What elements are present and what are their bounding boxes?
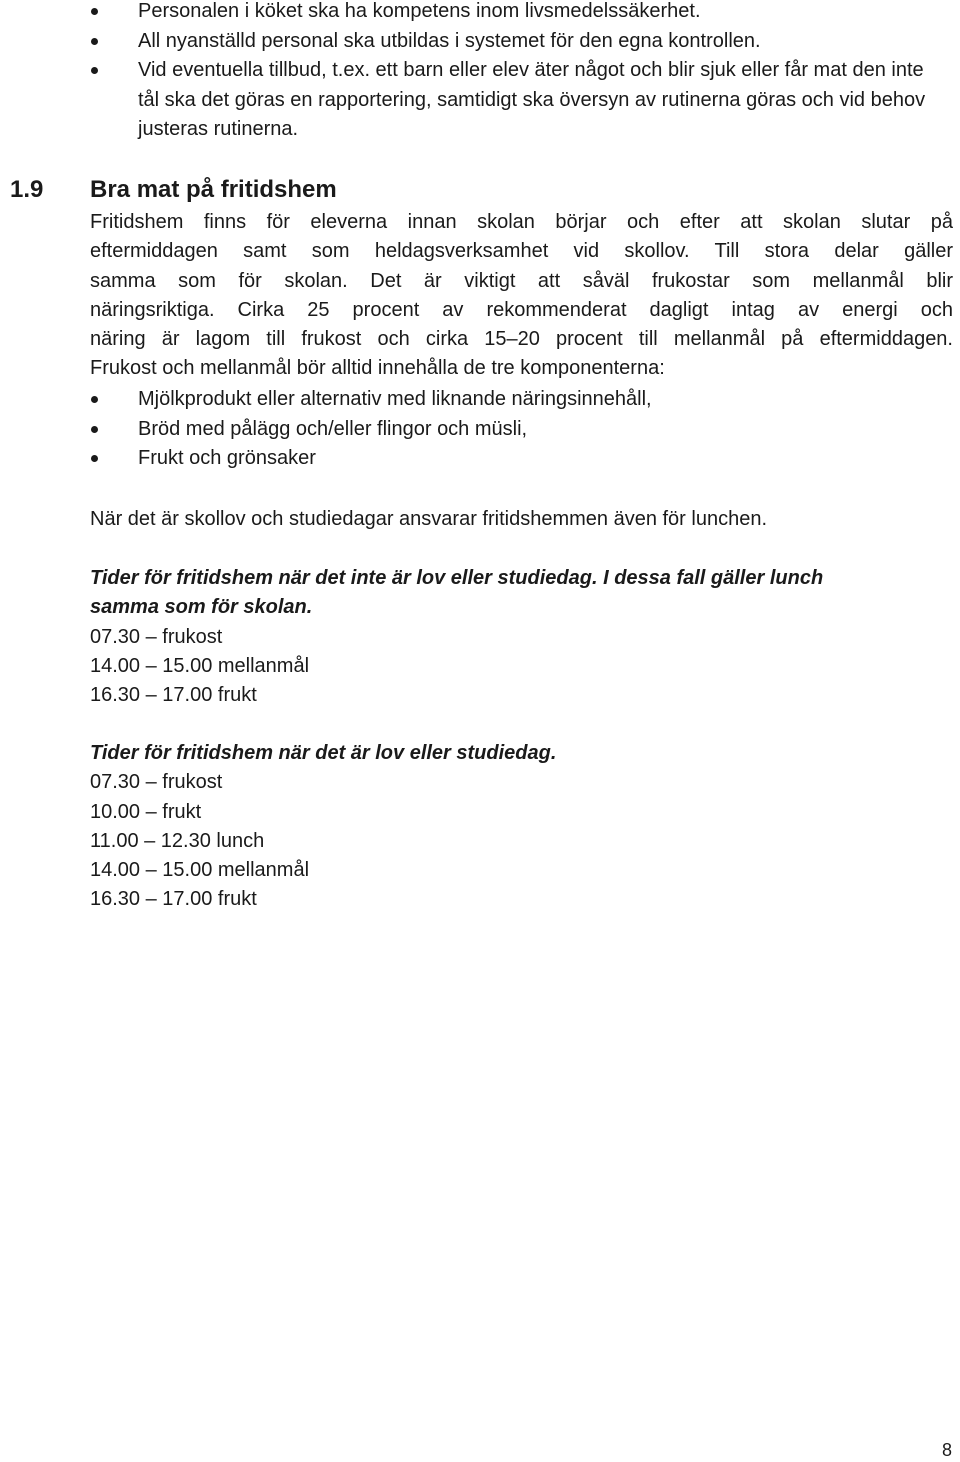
schedule-regular <box>90 564 953 710</box>
paragraph-line: näring är lagom till frukost och cirka 15–20 procent till mellanmål på eftermiddagen. <box>90 328 953 351</box>
schedule-heading: samma som för skolan. <box>90 596 313 619</box>
schedule-holiday <box>90 739 953 915</box>
page-number: 8 <box>941 1440 952 1460</box>
list-item: Vid eventuella tillbud, t.ex. ett barn eller elev äter något och blir sjuk eller får mat den inte tål ska det göras en rapportering, samtidigt ska översyn av rutinerna göras och vid behov justeras rutinerna. <box>88 56 948 145</box>
list-item: Frukt och grönsaker <box>88 444 948 474</box>
schedule-item: 16.30 – 17.00 frukt <box>90 684 257 707</box>
schedule-item: 14.00 – 15.00 mellanmål <box>90 859 310 882</box>
schedule-item: 07.30 – frukost <box>90 771 223 794</box>
list-item: Personalen i köket ska ha kompetens inom livsmedelssäkerhet. <box>88 0 948 27</box>
list-item: Bröd med pålägg och/eller flingor och müsli, <box>88 415 948 445</box>
schedule-item: 10.00 – frukt <box>90 800 202 823</box>
section-title: Bra mat på fritidshem <box>90 176 337 203</box>
lunch-note: När det är skollov och studiedagar ansvarar fritidshemmen även för lunchen. <box>90 508 768 530</box>
schedule-item: 11.00 – 12.30 lunch <box>90 829 265 852</box>
paragraph-line: eftermiddagen samt som heldagsverksamhet vid skollov. Till stora delar gäller <box>90 240 953 263</box>
paragraph-line: Fritidshem finns för eleverna innan skolan börjar och efter att skolan slutar på <box>90 211 953 233</box>
schedule-heading: Tider för fritidshem när det är lov eller studiedag. <box>90 742 557 764</box>
list-item: All nyanställd personal ska utbildas i systemet för den egna kontrollen. <box>88 27 948 57</box>
section-number: 1.9 <box>10 176 44 203</box>
schedule-item: 07.30 – frukost <box>90 625 223 648</box>
schedule-item: 16.30 – 17.00 frukt <box>90 888 257 911</box>
kitchen-rules-list <box>88 0 948 145</box>
paragraph-line: samma som för skolan. Det är viktigt att såväl frukostar som mellanmål blir <box>90 269 953 292</box>
section-heading <box>10 176 337 204</box>
list-item: Mjölkprodukt eller alternativ med liknande näringsinnehåll, <box>88 385 948 415</box>
section-paragraph <box>90 208 953 384</box>
paragraph-line: näringsriktiga. Cirka 25 procent av rekommenderat dagligt intag av energi och <box>90 298 953 321</box>
paragraph-line: Frukost och mellanmål bör alltid innehålla de tre komponenterna: <box>90 357 665 380</box>
components-list <box>88 385 948 474</box>
schedule-item: 14.00 – 15.00 mellanmål <box>90 654 310 677</box>
schedule-heading: Tider för fritidshem när det inte är lov eller studiedag. I dessa fall gäller lunch <box>90 567 824 589</box>
